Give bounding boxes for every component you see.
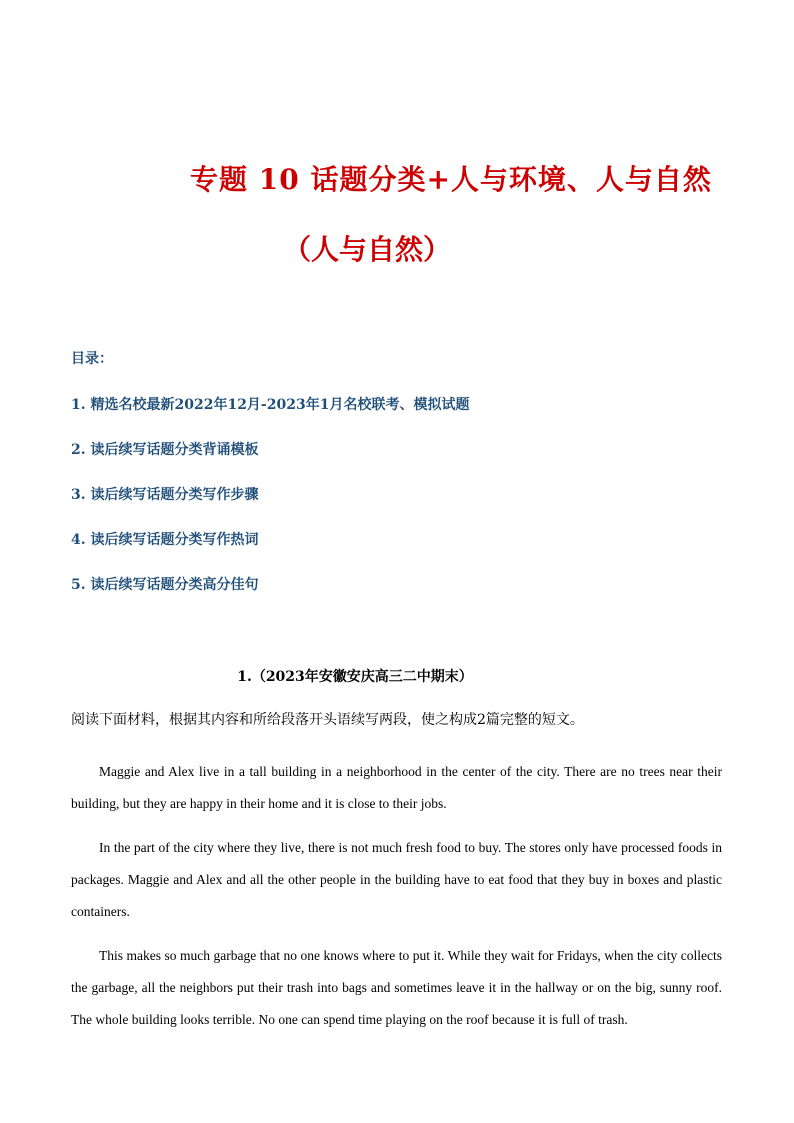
reading-passage	[71, 756, 722, 1048]
question-heading-text: 1.（2023年安徽安庆高三二中期末）	[237, 669, 473, 685]
toc-item-2[interactable]: 2. 读后续写话题分类背诵模板	[71, 442, 259, 458]
passage-paragraph-1: Maggie and Alex live in a tall building in a neighborhood in the center of the city. There are no trees near their building, but they are happy in their home and it is close to their jobs.	[71, 764, 722, 811]
toc-heading: 目录：	[71, 351, 113, 367]
toc-item-1[interactable]: 1. 精选名校最新2022年12月-2023年1月名校联考、模拟试题	[71, 397, 470, 413]
question-instruction: 阅读下面材料，根据其内容和所给段落开头语续写两段，使之构成2篇完整的短文。	[71, 712, 584, 728]
toc-item-5[interactable]: 5. 读后续写话题分类高分佳句	[71, 577, 259, 593]
toc-item-3[interactable]: 3. 读后续写话题分类写作步骤	[71, 487, 259, 503]
toc-item-4[interactable]: 4. 读后续写话题分类写作热词	[71, 532, 259, 548]
question-heading	[0, 666, 710, 686]
page-subtitle: （人与自然）	[283, 233, 452, 266]
page-title: 专题 10 话题分类+人与环境、人与自然	[190, 163, 712, 196]
toc-list	[71, 395, 469, 620]
passage-paragraph-3: This makes so much garbage that no one knows where to put it. While they wait for Fridays, when the city collects the garbage, all the neighbors put their trash into bags and sometimes leave it in the hallway or on the big, sunny roof. The whole building looks terrible. No one can spend time playing on the roof because it is full of trash.	[71, 948, 722, 1027]
passage-paragraph-2: In the part of the city where they live, there is not much fresh food to buy. The stores only have processed foods in packages. Maggie and Alex and all the other people in the building have to eat food that they buy in boxes and plastic containers.	[71, 840, 722, 919]
